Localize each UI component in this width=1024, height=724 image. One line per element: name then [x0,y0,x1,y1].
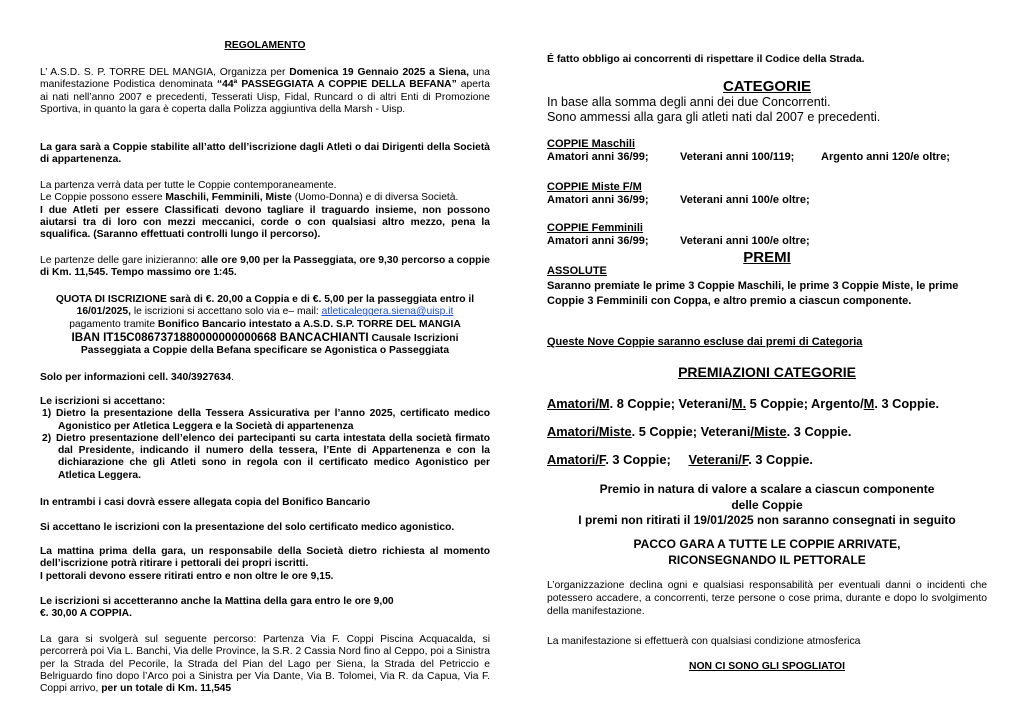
certificato-line: Si accettano le iscrizioni con la presentazione del solo certificato medico agonistico. [40,522,455,533]
premiazioni-maschili: Amatori/M. 8 Coppie; Veterani/M. 5 Coppie; Argento/M. 3 Coppie. [547,396,940,411]
categorie-line-2: Sono ammessi alla gara gli atleti nati dal 2007 e precedenti. [547,110,881,124]
bonifico-line: In entrambi i casi dovrà essere allegata copia del Bonifico Bancario [40,497,371,508]
coppie-maschili: COPPIE Maschili Amatori anni 36/99; Veterani anni 100/119; Argento anni 120/e oltre; [547,138,950,163]
spogliatoi-line: NON CI SONO GLI SPOGLIATOI [688,661,846,672]
coppie-paragraph: La gara sarà a Coppie stabilite all’atto dell’iscrizione dagli Atleti o dai Dirigenti della Società di appartenenza. [40,142,490,166]
partenza-paragraph: La partenza verrà data per tutte le Coppie contemporaneamente. Le Coppie possono essere Maschili, Femminili, Miste (Uomo-Donna) e di diversa Società. I due Atleti per essere Classificati devono tagliare il traguardo insieme, non possono aiutarsi tra di loro con mezzi meccanici, corde o con qualsiasi altro mezzo, pena la squalifica. (Saranno effettuati controlli lungo il percorso). [40,180,490,241]
premio-natura-block: Premio in natura di valore a scalare a ciascun componente delle Coppie I premi non ritirati il 19/01/2025 non saranno consegnati in seguito [578,482,956,527]
coppie-miste: COPPIE Miste F/M Amatori anni 36/99; Veterani anni 100/e oltre; [547,181,810,206]
orari-paragraph: Le partenze delle gare inizieranno: alle ore 9,00 per la Passeggiata, ore 9,30 percorso a coppie di Km. 11,545. Tempo massimo ore 1:45. [40,255,490,279]
assolute-heading: ASSOLUTE [547,265,607,277]
organizzazione-paragraph: L’organizzazione declina ogni e qualsiasi responsabilità per eventuali danni o incidenti che potessero accadere, a concorrenti, terze persone o cose prima, durante e dopo lo svolgimento della manifestazione. [547,580,987,617]
categorie-title: CATEGORIE [722,78,812,95]
premiazioni-title: PREMIAZIONI CATEGORIE [678,364,856,380]
premiazioni-femminili: Amatori/F. 3 Coppie; Veterani/F. 3 Coppie. [547,452,813,467]
escluse-line: Queste Nove Coppie saranno escluse dai premi di Categoria [547,336,863,348]
list-item: 2) Dietro presentazione dell’elenco dei partecipanti su carta intestata della società firmato dal Presidente, indicando il numero della tessera, l’Ente di Appartenenza e con la dichiarazione che gli Atleti sono in regola con il certificato medico Agonistico per Atletica Leggera. [42,432,490,481]
intro-paragraph: L’ A.S.D. S. P. TORRE DEL MANGIA, Organizza per Domenica 19 Gennaio 2025 a Siena, una manifestazione Podistica denominata “44ª PASSEGGIATA A COPPIE DELLA BEFANA” aperta ai nati nell’anno 2007 e precedenti, Tesserati Uisp, Fidal, Runcard o di altri Enti di Promozione Sportiva, in quanto la gara è coperta dalla Polizza aggiuntiva della Marsh - Uisp. [40,67,490,115]
iscrizioni-block: Le iscrizioni si accettano: 1) Dietro la presentazione della Tessera Assicurativa per l’anno 2025, certificato medico Agonistico per Atletica Leggera e la Società di appartenenza 2) Dietro presentazione dell’elenco dei partecipanti su carta intestata della società firmato dal Presidente, indicando il numero della tessera, l’Ente di Appartenenza e con la dichiarazione che gli Atleti sono in regola con il certificato medico Agonistico per Atletica Leggera. [40,396,490,481]
quota-block: QUOTA DI ISCRIZIONE sarà di €. 20,00 a Coppia e di €. 5,00 per la passeggiata entro il 16/01/2025, le iscrizioni si accettano solo via e– mail: atleticaleggera.siena@uisp.it pagamento tramite Bonifico Bancario intestato a A.S.D. S.P. TORRE DEL MANGIA IBAN IT15C0867371880000000000668 BANCACHIANTI Causale Iscrizioni Passeggiata a Coppie della Befana specificare se Agonistica o Passeggiata [55,294,475,357]
iscrizioni-mattina: Le iscrizioni si accetteranno anche la Mattina della gara entro le ore 9,00 €. 30,00 A COPPIA. [40,596,394,620]
info-line: Solo per informazioni cell. 340/3927634. [40,372,235,383]
assolute-paragraph: Saranno premiate le prime 3 Coppie Maschili, le prime 3 Coppie Miste, le prime Coppie 3 Femminili con Coppa, e altro premio a ciascun componente. [547,280,959,307]
pacco-gara-block: PACCO GARA A TUTTE LE COPPIE ARRIVATE, RICONSEGNANDO IL PETTORALE [633,537,901,567]
iscrizioni-list [40,408,490,482]
email-link[interactable]: atleticaleggera.siena@uisp.it [321,306,454,318]
percorso-paragraph: La gara si svolgerà sul seguente percorso: Partenza Via F. Coppi Piscina Acquacalda, si percorrerà poi Via L. Banchi, Via delle Province, la S.R. 2 Cassia Nord fino al Ceppo, poi a Sinistra per la Strada del Pecorile, la Strada del Pian del Lago per Siena, la Strada del Petriccio e Belriguardo fino dopo l’Arco poi a Sinistra per Via Dante, Via B. Tolomei, Via R. da Capua, Via F. Coppi arrivo, per un totale di Km. 11,545 [40,634,490,695]
mattina-paragraph: La mattina prima della gara, un responsabile della Società dietro richiesta al momento dell’iscrizione potrà ritirare i pettorali dei propri iscritti. I pettorali devono essere ritirati entro e non oltre le ore 9,15. [40,546,490,582]
regolamento-title: REGOLAMENTO [224,40,306,51]
iban: IBAN IT15C0867371880000000000668 BANCACHIANTI [71,330,369,344]
premi-title: PREMI [743,249,791,266]
condizione-line: La manifestazione si effettuerà con qualsiasi condizione atmosferica [547,636,861,647]
list-item: 1) Dietro la presentazione della Tessera Assicurativa per l’anno 2025, certificato medico Agonistico per Atletica Leggera e la Società di appartenenza [42,408,490,432]
premiazioni-miste: Amatori/Miste. 5 Coppie; Veterani/Miste. 3 Coppie. [547,424,852,439]
coppie-femminili: COPPIE Femminili Amatori anni 36/99; Veterani anni 100/e oltre; [547,222,810,247]
codice-strada-line: É fatto obbligo ai concorrenti di rispettare il Codice della Strada. [547,54,865,65]
categorie-line-1: In base alla somma degli anni dei due Concorrenti. [547,95,831,109]
